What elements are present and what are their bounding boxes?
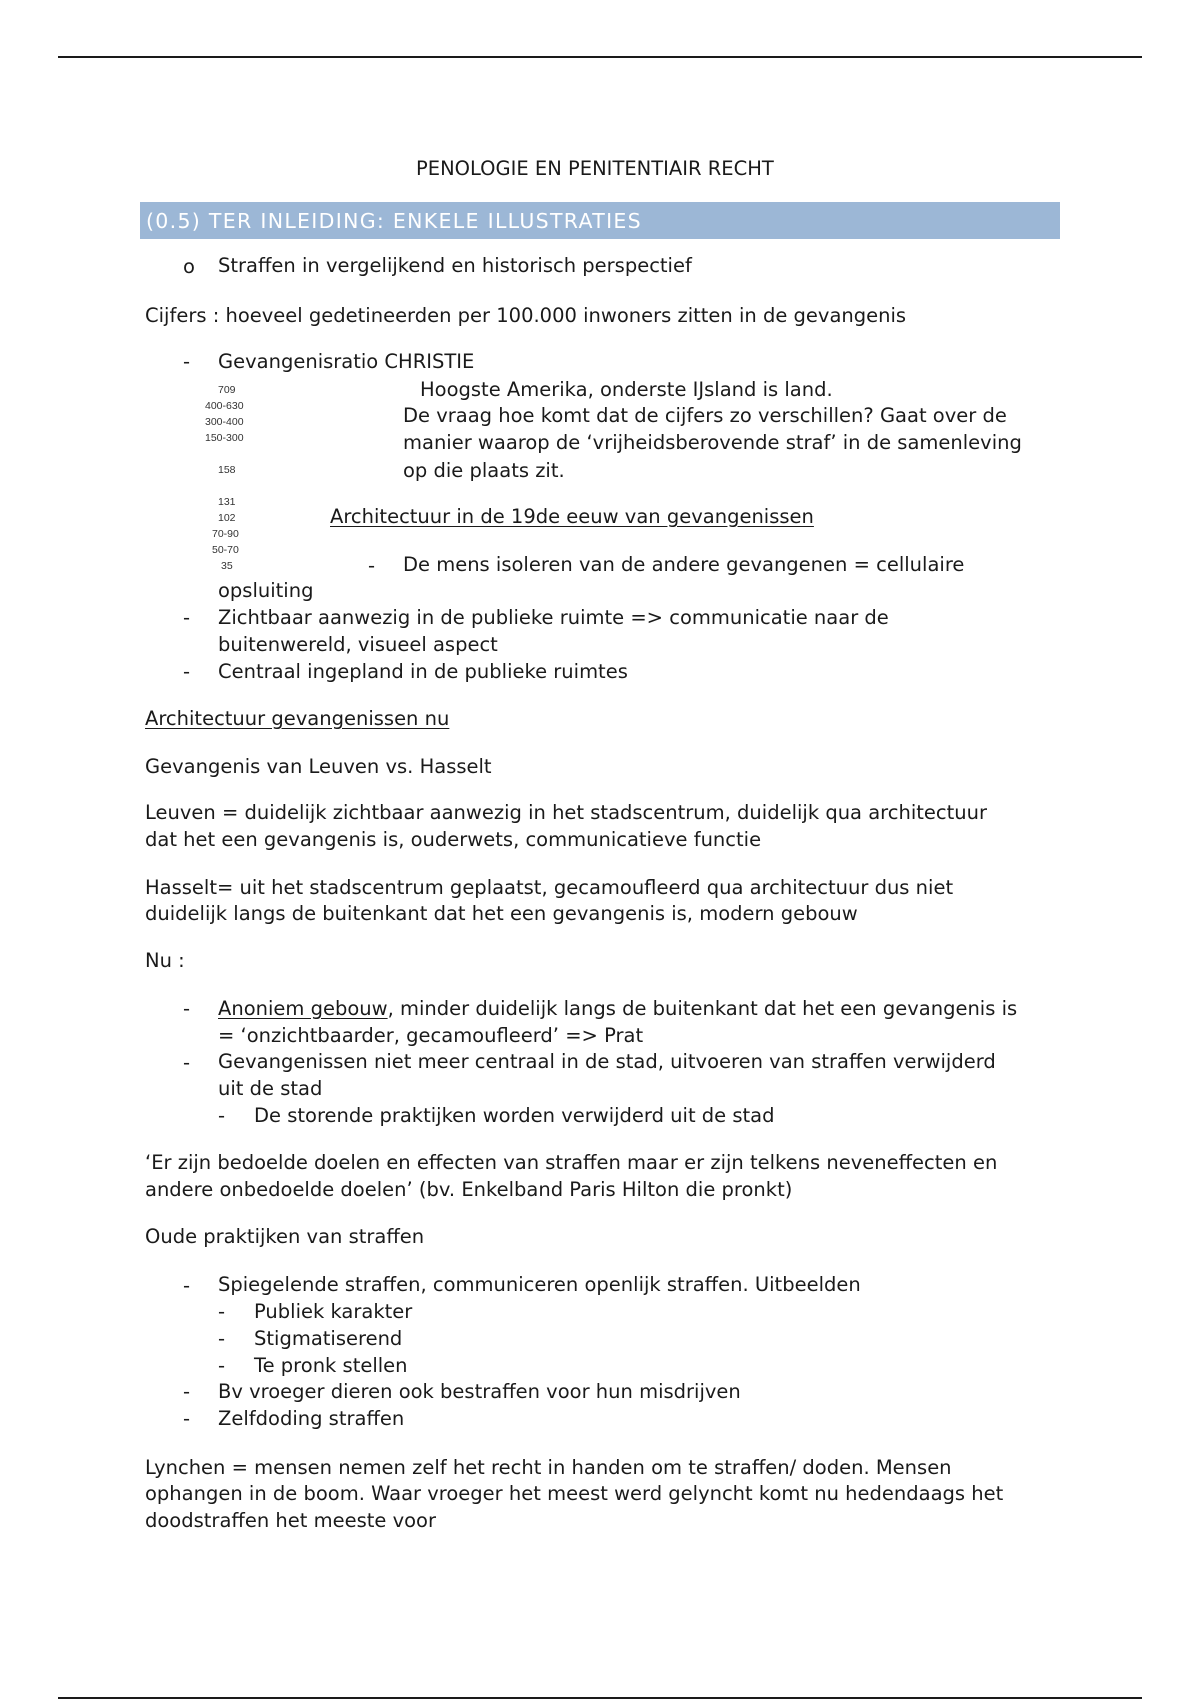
nu-item-rest: , minder duidelijk langs de buitenkant dat het een gevangenis is xyxy=(387,997,1018,1020)
dash-marker: - xyxy=(218,1354,226,1377)
oude-sub-item: Stigmatiserend xyxy=(254,1327,403,1350)
ratio-value: 35 xyxy=(221,560,233,572)
nu-item xyxy=(218,999,1017,1019)
nu-item-underlined: Anoniem gebouw xyxy=(218,997,388,1020)
lynch-line: Lynchen = mensen nemen zelf het recht in handen om te straffen/ doden. Mensen xyxy=(145,1456,952,1479)
top-rule xyxy=(58,56,1142,58)
oude-item: Zelfdoding straffen xyxy=(218,1407,405,1430)
ratio-value: 50-70 xyxy=(212,544,239,556)
ratio-value: 102 xyxy=(218,512,236,524)
lynch-line: doodstraffen het meeste voor xyxy=(145,1509,436,1532)
arch-19-item: Zichtbaar aanwezig in de publieke ruimte => communicatie naar de xyxy=(218,606,889,629)
cijfers-intro: Cijfers : hoeveel gedetineerden per 100.000 inwoners zitten in de gevangenis xyxy=(145,304,907,327)
section-heading-bar xyxy=(140,202,1060,239)
arch-nu-heading: Architectuur gevangenissen nu xyxy=(145,707,450,730)
leuven-hasselt: Gevangenis van Leuven vs. Hasselt xyxy=(145,755,492,778)
christie-label: Gevangenisratio CHRISTIE xyxy=(218,350,475,373)
ratio-value: 158 xyxy=(218,464,236,476)
dash-marker: - xyxy=(183,350,191,373)
dash-marker: - xyxy=(368,554,376,577)
hasselt-line: duidelijk langs de buitenkant dat het een gevangenis is, modern gebouw xyxy=(145,902,858,925)
nu-item: uit de stad xyxy=(218,1077,323,1100)
bullet-o-marker: o xyxy=(183,255,195,278)
arch-19-item: opsluiting xyxy=(218,579,314,602)
document-title: PENOLOGIE EN PENITENTIAIR RECHT xyxy=(416,157,774,180)
dash-marker: - xyxy=(218,1300,226,1323)
oude-heading: Oude praktijken van straffen xyxy=(145,1225,425,1248)
dash-marker: - xyxy=(183,997,191,1020)
bottom-rule xyxy=(58,1697,1142,1699)
christie-note: manier waarop de ‘vrijheidsberovende straf’ in de samenleving xyxy=(403,431,1022,454)
quote-line: andere onbedoelde doelen’ (bv. Enkelband Paris Hilton die pronkt) xyxy=(145,1178,793,1201)
ratio-value: 70-90 xyxy=(212,528,239,540)
arch-19-item: buitenwereld, visueel aspect xyxy=(218,633,498,656)
dash-marker: - xyxy=(183,1274,191,1297)
christie-note: De vraag hoe komt dat de cijfers zo verschillen? Gaat over de xyxy=(403,404,1007,427)
lynch-line: ophangen in de boom. Waar vroeger het meest werd gelyncht komt nu hedendaags het xyxy=(145,1482,1004,1505)
oude-item: Spiegelende straffen, communiceren openlijk straffen. Uitbeelden xyxy=(218,1273,861,1296)
ratio-value: 400-630 xyxy=(205,400,244,412)
dash-marker: - xyxy=(183,606,191,629)
christie-note: op die plaats zit. xyxy=(403,459,565,482)
section-heading: (0.5) TER INLEIDING: ENKELE ILLUSTRATIES xyxy=(146,209,642,233)
leuven-line: dat het een gevangenis is, ouderwets, communicatieve functie xyxy=(145,828,762,851)
leuven-line: Leuven = duidelijk zichtbaar aanwezig in het stadscentrum, duidelijk qua architectuur xyxy=(145,801,987,824)
arch-19-heading: Architectuur in de 19de eeuw van gevangenissen xyxy=(330,505,814,528)
quote-line: ‘Er zijn bedoelde doelen en effecten van straffen maar er zijn telkens neveneffecten en xyxy=(145,1151,998,1174)
dash-marker: - xyxy=(218,1327,226,1350)
dash-marker: - xyxy=(218,1104,226,1127)
oude-sub-item: Te pronk stellen xyxy=(254,1354,408,1377)
dash-marker: - xyxy=(183,1380,191,1403)
arch-19-item: Centraal ingepland in de publieke ruimtes xyxy=(218,660,628,683)
oude-sub-item: Publiek karakter xyxy=(254,1300,413,1323)
hasselt-line: Hasselt= uit het stadscentrum geplaatst, gecamoufleerd qua architectuur dus niet xyxy=(145,876,954,899)
nu-item: = ‘onzichtbaarder, gecamoufleerd’ => Prat xyxy=(218,1024,644,1047)
ratio-value: 709 xyxy=(218,384,236,396)
nu-sub-item: De storende praktijken worden verwijderd uit de stad xyxy=(254,1104,775,1127)
ratio-value: 300-400 xyxy=(205,416,244,428)
bullet-o-text: Straffen in vergelijkend en historisch perspectief xyxy=(218,254,692,277)
dash-marker: - xyxy=(183,1407,191,1430)
arch-19-item: De mens isoleren van de andere gevangenen = cellulaire xyxy=(403,553,965,576)
christie-note: Hoogste Amerika, onderste IJsland is land. xyxy=(420,378,833,401)
dash-marker: - xyxy=(183,1051,191,1074)
oude-item: Bv vroeger dieren ook bestraffen voor hun misdrijven xyxy=(218,1380,741,1403)
nu-label: Nu : xyxy=(145,949,185,972)
ratio-value: 131 xyxy=(218,496,236,508)
dash-marker: - xyxy=(183,660,191,683)
ratio-value: 150-300 xyxy=(205,432,244,444)
nu-item: Gevangenissen niet meer centraal in de stad, uitvoeren van straffen verwijderd xyxy=(218,1050,996,1073)
